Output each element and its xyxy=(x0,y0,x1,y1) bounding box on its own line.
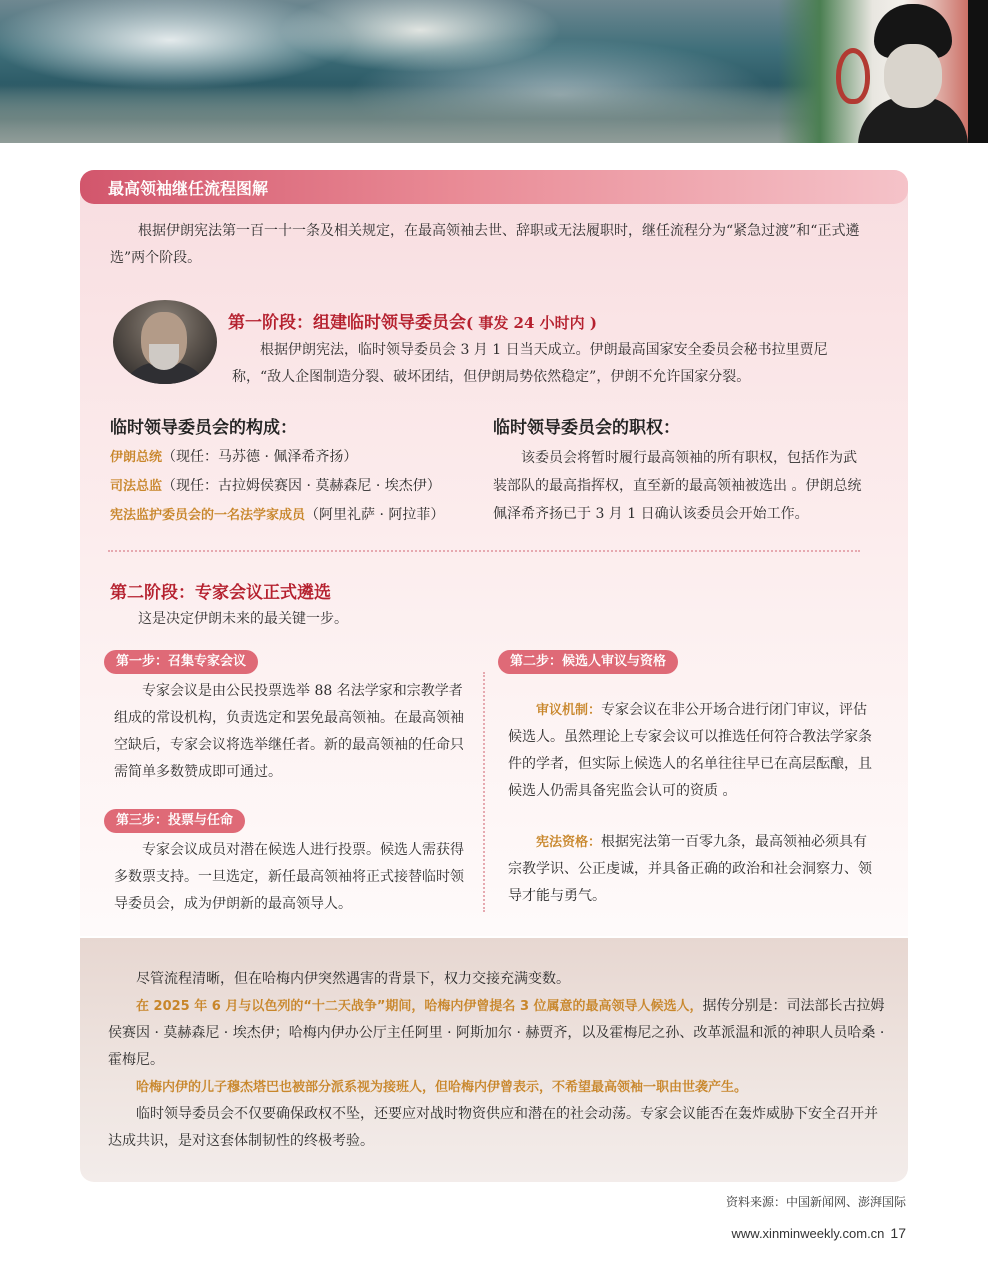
qualification-label: 宪法资格： xyxy=(536,835,602,850)
step1-badge: 第一步：召集专家会议 xyxy=(104,650,258,674)
stage2-title: 第二阶段：专家会议正式遴选 xyxy=(110,583,331,603)
banner-portrait xyxy=(858,0,968,143)
section-title-bar xyxy=(80,170,908,204)
stage1-text: 根据伊朗宪法，临时领导委员会 3 月 1 日当天成立。伊朗最高国家安全委员会秘书拉里贾尼称，“敌人企图制造分裂、破坏团结，但伊朗局势依然稳定”，伊朗不允许国家分裂。 xyxy=(232,342,828,385)
composition-heading: 临时领导委员会的构成： xyxy=(110,418,297,438)
powers-heading: 临时领导委员会的职权： xyxy=(493,418,680,438)
composition-list xyxy=(110,443,490,530)
source-credit: 资料来源：中国新闻网、澎湃国际 xyxy=(725,1195,906,1209)
page-number: 17 xyxy=(890,1225,906,1241)
list-item: 司法总监（现任：古拉姆侯赛因 · 莫赫森尼 · 埃杰伊） xyxy=(110,478,441,494)
intro-paragraph: 根据伊朗宪法第一百一十一条及相关规定，在最高领袖去世、辞职或无法履职时，继任流程分为“紧急过渡”和“正式遴选”两个阶段。 xyxy=(110,223,860,266)
step3-badge: 第三步：投票与任命 xyxy=(104,809,245,833)
page-footer xyxy=(732,1225,907,1241)
list-item: 宪法监护委员会的一名法学家成员（阿里礼萨 · 阿拉菲） xyxy=(110,507,445,523)
analysis-paragraph-2: 在 2025 年 6 月与以色列的“十二天战争”期间，哈梅内伊曾提名 3 位属意的最高领导人候选人，据传分别是：司法部长古拉姆侯赛因 · 莫赫森尼 · 埃杰伊；哈梅内伊办公厅主任阿里 · 阿斯加尔 · 赫贾齐，以及霍梅尼之孙、改革派温和派的神职人员哈桑 · 霍梅尼。 xyxy=(108,998,885,1068)
successor-highlight: 哈梅内伊的儿子穆杰塔巴也被部分派系视为接班人，但哈梅内伊曾表示，不希望最高领袖一职由世袭产生。 xyxy=(136,1080,748,1095)
analysis-paragraph-1: 尽管流程清晰，但在哈梅内伊突然遇害的背景下，权力交接充满变数。 xyxy=(136,971,570,987)
list-item: 伊朗总统（现任：马苏德 · 佩泽希齐扬） xyxy=(110,449,358,465)
stage1-time-note: ( 事发 24 小时内 ) xyxy=(466,314,597,332)
header-banner-image xyxy=(0,0,988,143)
website-url: www.xinminweekly.com.cn xyxy=(731,1226,885,1241)
stage2-subtitle: 这是决定伊朗未来的最关键一步。 xyxy=(138,611,348,627)
official-portrait xyxy=(113,300,217,384)
step2-badge: 第二步：候选人审议与资格 xyxy=(498,650,678,674)
step3-text: 专家会议成员对潜在候选人进行投票。候选人需获得多数票支持。一旦选定，新任最高领袖将正式接替临时领导委员会，成为伊朗新的最高领导人。 xyxy=(114,842,464,912)
stage1-title: 第一阶段：组建临时领导委员会( 事发 24 小时内 ) xyxy=(228,313,597,333)
step1-text: 专家会议是由公民投票选举 88 名法学家和宗教学者组成的常设机构，负责选定和罢免最高领袖。在最高领袖空缺后，专家会议将选举继任者。新的最高领袖的任命只需简单多数赞成即可通过。 xyxy=(114,683,464,780)
dotted-divider xyxy=(108,550,860,552)
analysis-paragraph-3 xyxy=(108,1074,886,1101)
powers-text: 该委员会将暂时履行最高领袖的所有职权，包括作为武装部队的最高指挥权，直至新的最高领袖被选出 。伊朗总统佩泽希齐扬已于 3 月 1 日确认该委员会开始工作。 xyxy=(493,450,862,522)
qualification-paragraph: 宪法资格：根据宪法第一百零九条，最高领袖必须具有宗教学识、公正虔诚，并具备正确的政治和社会洞察力、领导才能与勇气。 xyxy=(508,834,872,904)
candidates-highlight: 在 2025 年 6 月与以色列的“十二天战争”期间，哈梅内伊曾提名 3 位属意的最高领导人候选人， xyxy=(136,999,703,1014)
analysis-paragraph-4: 临时领导委员会不仅要确保政权不坠，还要应对战时物资供应和潜在的社会动荡。专家会议能否在轰炸威胁下安全召开并达成共识，是对这套体制韧性的终极考验。 xyxy=(108,1106,878,1149)
review-label: 审议机制： xyxy=(536,703,602,718)
column-divider xyxy=(483,672,485,912)
review-mechanism-paragraph: 审议机制：专家会议在非公开场合进行闭门审议，评估候选人。虽然理论上专家会议可以推选任何符合教法学家条件的学者，但实际上候选人的名单往往早已在高层酝酿，且候选人仍需具备宪监会认可的资质 。 xyxy=(508,702,872,799)
section-title: 最高领袖继任流程图解 xyxy=(108,179,269,198)
